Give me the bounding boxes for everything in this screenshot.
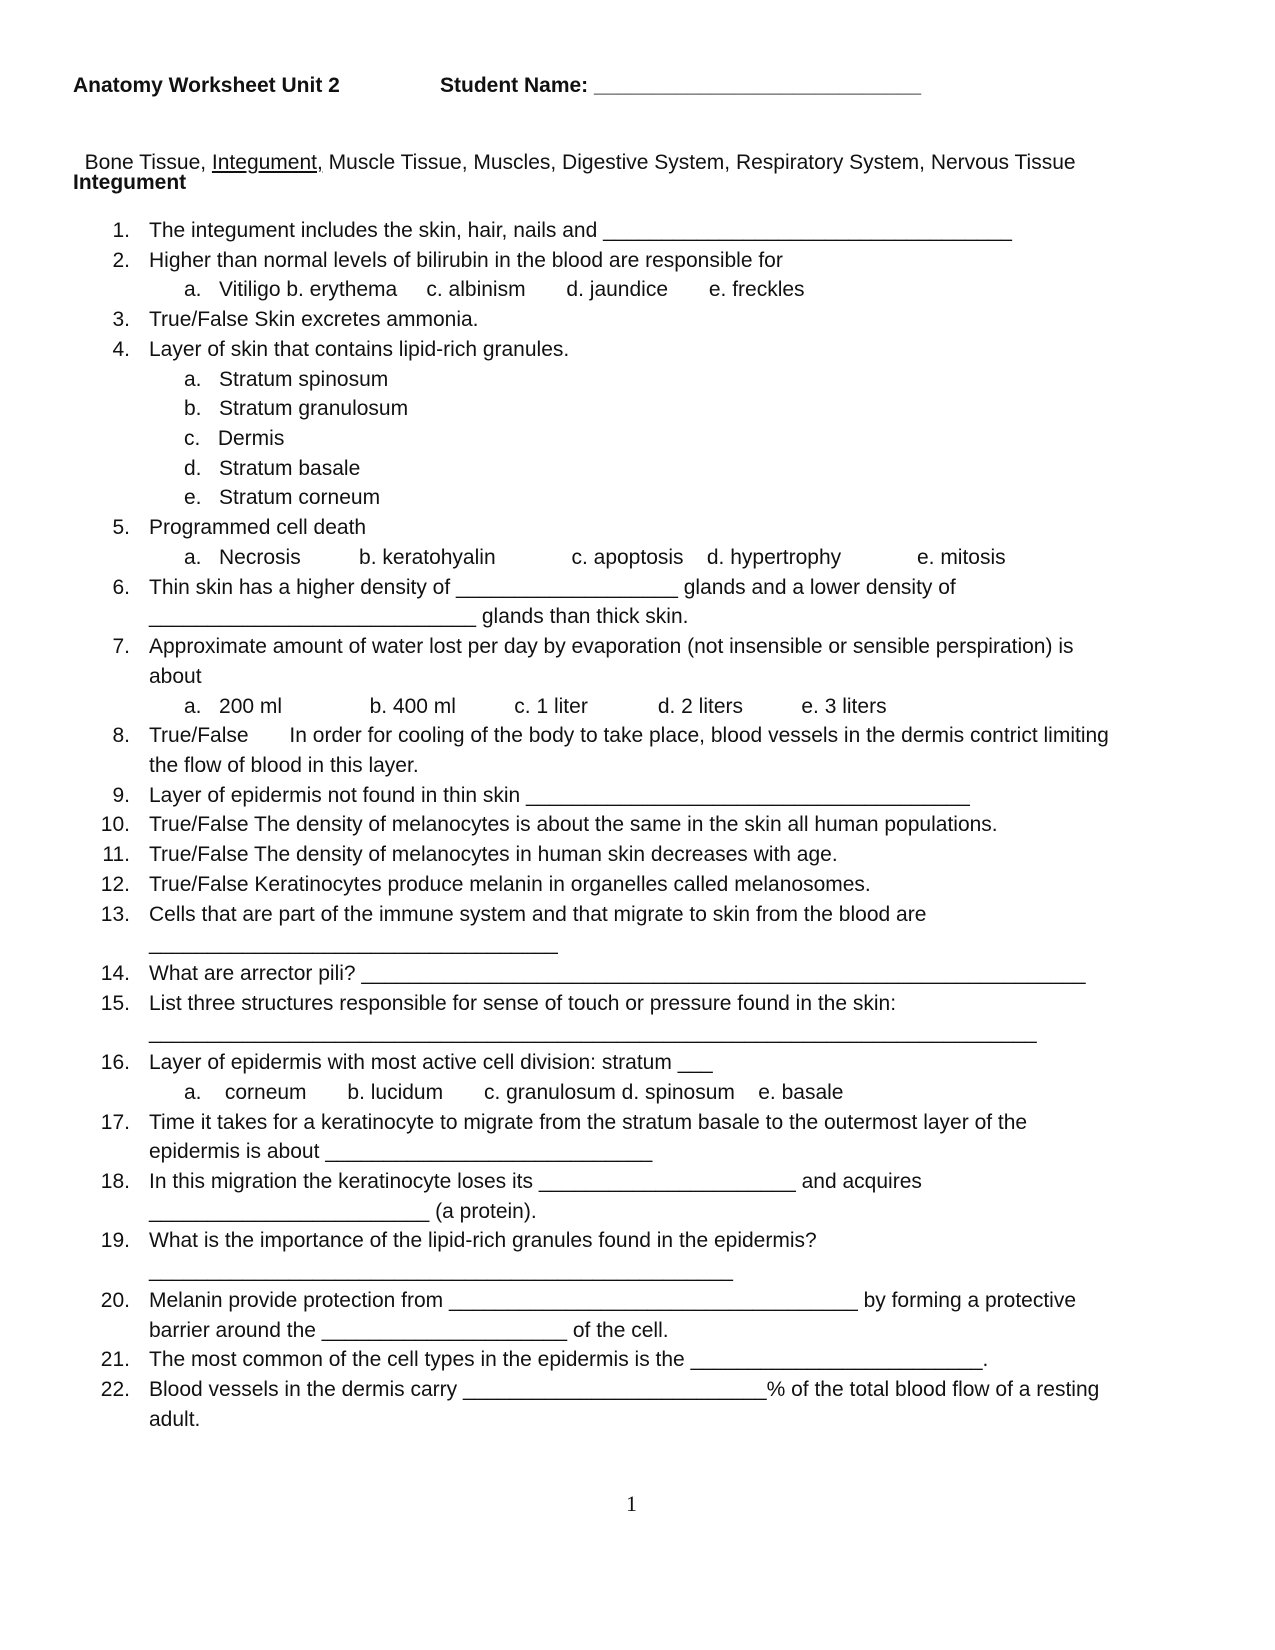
question-number: 9. (112, 784, 130, 807)
question-number: 16. (100, 1051, 130, 1074)
question-text: Layer of epidermis with most active cell division: stratum ___ (149, 1051, 713, 1074)
question-text: ___________________________________ (149, 932, 558, 955)
section-heading: Integument (73, 171, 187, 194)
question-text: The most common of the cell types in the epidermis is the _________________________. (149, 1348, 989, 1371)
question-text: The integument includes the skin, hair, nails and ___________________________________ (149, 219, 1012, 242)
page-number: 1 (626, 1491, 637, 1516)
question-text: __________________________________________________ (149, 1259, 733, 1282)
question-number: 19. (100, 1229, 130, 1252)
question-text: about (149, 665, 202, 688)
question-text: What are arrector pili? ______________________________________________________________ (149, 962, 1086, 985)
answer-choice: a. Necrosis b. keratohyalin c. apoptosis d. hypertrophy e. mitosis (184, 546, 1006, 569)
answer-choice: e. Stratum corneum (184, 486, 381, 509)
question-text: Approximate amount of water lost per day by evaporation (not insensible or sensible perspiration) is (149, 635, 1074, 658)
answer-choice: a. 200 ml b. 400 ml c. 1 liter d. 2 liters e. 3 liters (184, 695, 887, 718)
student-name-field: Student Name: ____________________________ (440, 74, 922, 97)
question-text: Layer of skin that contains lipid-rich granules. (149, 338, 570, 361)
question-text: ____________________________ glands than thick skin. (149, 605, 689, 628)
question-text: List three structures responsible for sense of touch or pressure found in the skin: (149, 992, 897, 1015)
question-number: 1. (112, 219, 130, 242)
answer-choice: a. Vitiligo b. erythema c. albinism d. jaundice e. freckles (184, 278, 805, 301)
answer-choice: b. Stratum granulosum (184, 397, 409, 420)
question-number: 21. (100, 1348, 130, 1371)
question-number: 4. (112, 338, 130, 361)
question-text: the flow of blood in this layer. (149, 754, 419, 777)
answer-choice: a. Stratum spinosum (184, 368, 389, 391)
question-number: 12. (100, 873, 130, 896)
question-text: True/False In order for cooling of the body to take place, blood vessels in the dermis contrict limiting (149, 724, 1109, 747)
question-text: epidermis is about ____________________________ (149, 1140, 653, 1163)
question-text: Melanin provide protection from ___________________________________ by forming a protective (149, 1289, 1077, 1312)
answer-choice: d. Stratum basale (184, 457, 361, 480)
question-number: 18. (100, 1170, 130, 1193)
question-number: 2. (112, 249, 130, 272)
question-text: True/False The density of melanocytes in human skin decreases with age. (149, 843, 838, 866)
question-number: 15. (100, 992, 130, 1015)
question-number: 14. (100, 962, 130, 985)
question-number: 6. (112, 576, 130, 599)
question-text: adult. (149, 1408, 201, 1431)
question-number: 7. (112, 635, 130, 658)
question-number: 10. (100, 813, 130, 836)
question-text: Higher than normal levels of bilirubin in the blood are responsible for (149, 249, 783, 272)
worksheet-title: Anatomy Worksheet Unit 2 (73, 74, 340, 97)
question-text: True/False Keratinocytes produce melanin in organelles called melanosomes. (149, 873, 871, 896)
topics-highlight: Integument, (211, 151, 323, 174)
question-number: 5. (112, 516, 130, 539)
question-text: True/False The density of melanocytes is about the same in the skin all human populations. (149, 813, 998, 836)
question-text: Programmed cell death (149, 516, 367, 539)
topics-line (73, 121, 1076, 177)
question-text: Cells that are part of the immune system and that migrate to skin from the blood are (149, 903, 927, 926)
question-number: 17. (100, 1111, 130, 1134)
topics-text-after: Muscle Tissue, Muscles, Digestive System, Respiratory System, Nervous Tissue (322, 151, 1076, 174)
question-number: 22. (100, 1378, 130, 1401)
question-text: In this migration the keratinocyte loses its ______________________ and acquires (149, 1170, 922, 1193)
question-text: True/False Skin excretes ammonia. (149, 308, 479, 331)
answer-choice: c. Dermis (184, 427, 285, 450)
question-text: Blood vessels in the dermis carry __________________________% of the total blood flow of a resting (149, 1378, 1100, 1401)
question-number: 8. (112, 724, 130, 747)
topics-text-before: Bone Tissue, (84, 151, 212, 174)
question-number: 13. (100, 903, 130, 926)
question-text: barrier around the _____________________ of the cell. (149, 1319, 669, 1342)
question-text: Thin skin has a higher density of ___________________ glands and a lower density of (149, 576, 956, 599)
question-number: 20. (100, 1289, 130, 1312)
question-text: ____________________________________________________________________________ (149, 1021, 1037, 1044)
answer-choice: a. corneum b. lucidum c. granulosum d. spinosum e. basale (184, 1081, 844, 1104)
question-text: Layer of epidermis not found in thin skin ______________________________________ (149, 784, 970, 807)
question-text: ________________________ (a protein). (149, 1200, 537, 1223)
question-number: 3. (112, 308, 130, 331)
question-text: Time it takes for a keratinocyte to migrate from the stratum basale to the outermost layer of the (149, 1111, 1028, 1134)
question-number: 11. (102, 843, 130, 866)
question-text: What is the importance of the lipid-rich granules found in the epidermis? (149, 1229, 817, 1252)
